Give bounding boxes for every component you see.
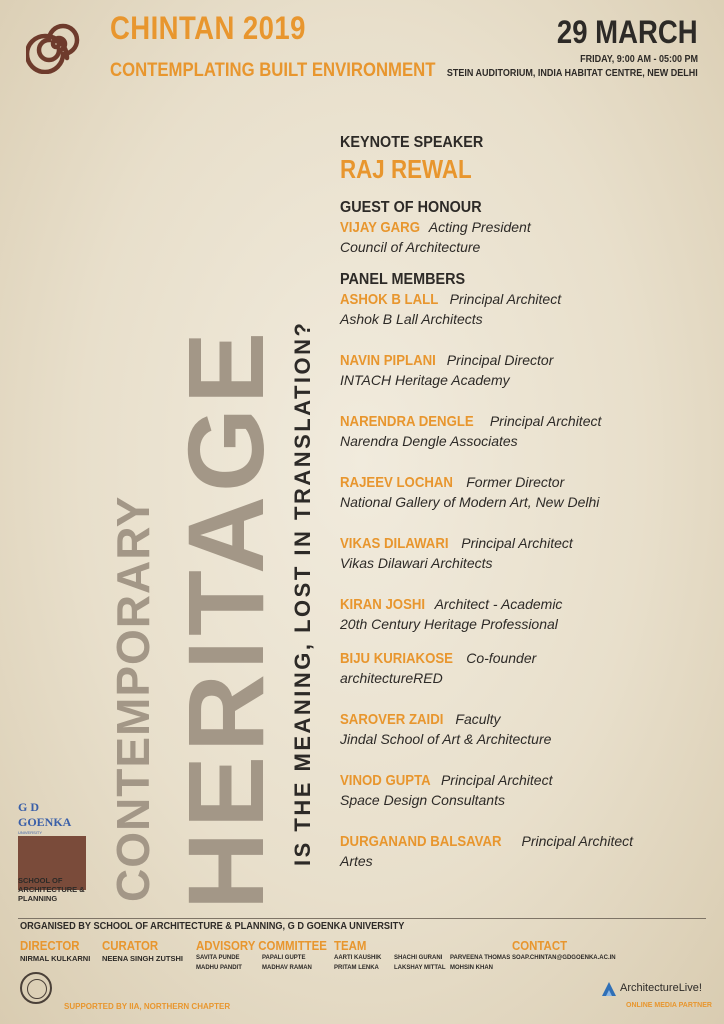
panel-member xyxy=(340,831,700,871)
panel-member xyxy=(340,770,700,810)
team-member: LAKSHAY MITTAL xyxy=(394,965,446,971)
organised-by: ORGANISED BY SCHOOL OF ARCHITECTURE & PLANNING, G D GOENKA UNIVERSITY xyxy=(20,921,405,932)
gd-goenka-logo xyxy=(18,800,88,835)
footer-director xyxy=(20,938,90,964)
speaker-name: VIJAY GARG xyxy=(340,219,420,236)
speaker-org: Council of Architecture xyxy=(340,239,481,255)
speaker-role: Principal Director xyxy=(446,352,554,368)
theme-question: IS THE MEANING, LOST IN TRANSLATION? xyxy=(290,320,315,866)
iia-seal-icon xyxy=(20,972,52,1004)
school-name: SCHOOL OF ARCHITECTURE & PLANNING xyxy=(18,876,85,903)
panel-member xyxy=(340,648,700,688)
speaker-role: Principal Architect xyxy=(440,772,553,788)
speaker-name: VINOD GUPTA xyxy=(340,772,431,789)
footer-advisory xyxy=(196,938,345,973)
panel-member xyxy=(340,411,700,451)
team-member: PRITAM LENKA xyxy=(334,965,379,971)
spiral-logo-icon xyxy=(26,14,86,74)
speaker-org: 20th Century Heritage Professional xyxy=(340,616,558,632)
speaker-role: Acting President xyxy=(428,219,531,235)
media-partner-label: ONLINE MEDIA PARTNER xyxy=(626,1002,712,1009)
keynote-name: RAJ REWAL xyxy=(340,154,472,184)
speaker-name: NAVIN PIPLANI xyxy=(340,352,436,369)
speaker-role: Co-founder xyxy=(466,650,537,666)
speaker-org: Space Design Consultants xyxy=(340,792,505,808)
guest-entry xyxy=(340,217,700,257)
speaker-role: Architect - Academic xyxy=(434,596,563,612)
event-time: FRIDAY, 9:00 AM - 05:00 PM xyxy=(580,54,698,65)
event-title: CHINTAN 2019 xyxy=(110,10,306,46)
advisory-member: MADHU PANDIT xyxy=(196,965,242,971)
director-heading: DIRECTOR xyxy=(20,938,80,953)
team-member: PARVEENA THOMAS xyxy=(450,955,511,961)
panel-member xyxy=(340,350,700,390)
speaker-role: Principal Architect xyxy=(461,535,573,551)
panel-member xyxy=(340,709,700,749)
panel-member xyxy=(340,472,700,512)
keynote-heading: KEYNOTE SPEAKER xyxy=(340,134,484,151)
speaker-name: RAJEEV LOCHAN xyxy=(340,474,453,491)
speaker-name: VIKAS DILAWARI xyxy=(340,535,449,552)
team-heading: TEAM xyxy=(334,938,367,953)
director-name: NIRMAL KULKARNI xyxy=(20,954,91,963)
speaker-org: Ashok B Lall Architects xyxy=(340,311,483,327)
footer-divider xyxy=(18,918,706,919)
panel-member xyxy=(340,594,700,634)
panel-member xyxy=(340,533,700,573)
team-member: AARTI KAUSHIK xyxy=(334,955,382,961)
contact-heading: CONTACT xyxy=(512,938,568,953)
speaker-role: Principal Architect xyxy=(521,833,634,849)
speaker-org: Jindal School of Art & Architecture xyxy=(340,731,552,747)
speaker-org: Vikas Dilawari Architects xyxy=(340,555,493,571)
media-partner-name: ArchitectureLive! xyxy=(620,982,702,994)
team-member: SHACHI GURANI xyxy=(394,955,443,961)
speakers-list xyxy=(340,134,700,871)
speaker-name: DURGANAND BALSAVAR xyxy=(340,833,502,850)
guest-heading: GUEST OF HONOUR xyxy=(340,199,482,216)
panel-member xyxy=(340,289,700,329)
team-member: MOHSIN KHAN xyxy=(450,965,493,971)
speaker-name: ASHOK B LALL xyxy=(340,291,439,308)
curator-heading: CURATOR xyxy=(102,938,159,953)
event-venue: STEIN AUDITORIUM, INDIA HABITAT CENTRE, NEW DELHI xyxy=(447,68,698,79)
speaker-name: NARENDRA DENGLE xyxy=(340,413,474,430)
speaker-org: INTACH Heritage Academy xyxy=(340,372,510,388)
footer-contact xyxy=(512,938,616,964)
curator-name: NEENA SINGH ZUTSHI xyxy=(102,954,183,963)
event-subtitle: CONTEMPLATING BUILT ENVIRONMENT xyxy=(110,60,436,81)
speaker-name: KIRAN JOSHI xyxy=(340,596,426,613)
speaker-org: architectureRED xyxy=(340,670,443,686)
footer-curator xyxy=(102,938,183,964)
theme-word-contemporary: CONTEMPORARY xyxy=(107,495,159,902)
advisory-heading: ADVISORY COMMITTEE xyxy=(196,938,327,953)
speaker-role: Principal Architect xyxy=(489,413,602,429)
advisory-member: MADHAV RAMAN xyxy=(262,965,312,971)
speaker-role: Faculty xyxy=(455,711,501,727)
speaker-org: Artes xyxy=(340,853,373,869)
panel-heading: PANEL MEMBERS xyxy=(340,271,466,288)
architecturelive-logo-icon xyxy=(600,980,618,998)
gd-goenka-wordmark: G D GOENKA xyxy=(18,800,72,829)
event-date: 29 MARCH xyxy=(557,14,698,50)
speaker-org: Narendra Dengle Associates xyxy=(340,433,518,449)
supported-by: SUPPORTED BY IIA, NORTHERN CHAPTER xyxy=(64,1002,231,1011)
advisory-member: SAVITA PUNDE xyxy=(196,955,240,961)
theme-word-heritage: HERITAGE xyxy=(165,327,286,910)
speaker-role: Former Director xyxy=(466,474,565,490)
speaker-role: Principal Architect xyxy=(449,291,562,307)
panel-members xyxy=(340,289,700,871)
contact-email[interactable]: SOAP.CHINTAN@GDGOENKA.AC.IN xyxy=(512,955,616,961)
advisory-member: PAPALI GUPTE xyxy=(262,955,306,961)
speaker-name: SAROVER ZAIDI xyxy=(340,711,444,728)
footer-team xyxy=(334,938,510,973)
speaker-org: National Gallery of Modern Art, New Delhi xyxy=(340,494,600,510)
gd-goenka-university: UNIVERSITY xyxy=(18,830,43,835)
speaker-name: BIJU KURIAKOSE xyxy=(340,650,453,667)
